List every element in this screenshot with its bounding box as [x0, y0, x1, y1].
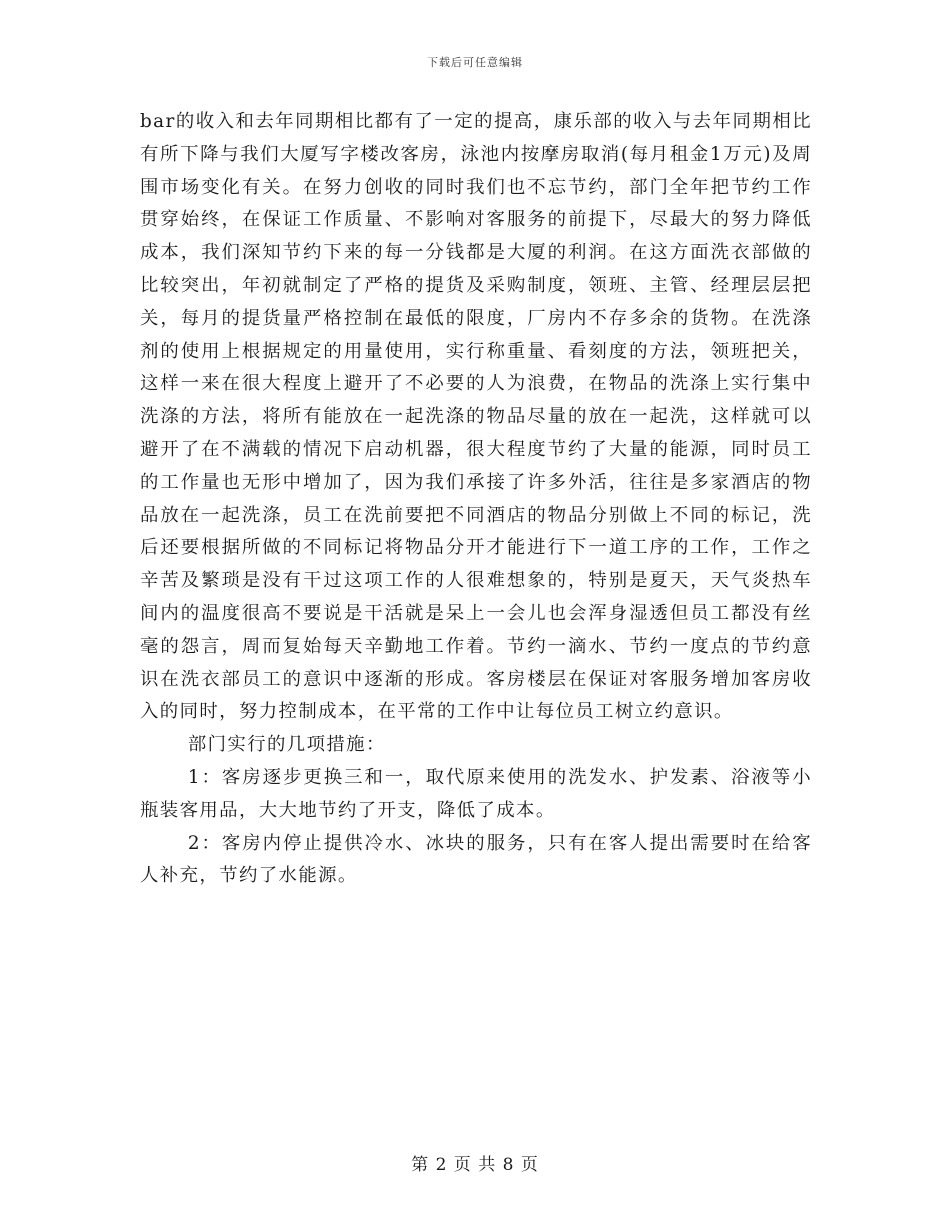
document-body	[140, 106, 812, 893]
body-paragraph-1: bar的收入和去年同期相比都有了一定的提高，康乐部的收入与去年同期相比有所下降与我们大厦写字楼改客房，泳池内按摩房取消(每月租金1万元)及周围市场变化有关。在努力创收的同时我们也不忘节约，部门全年把节约工作贯穿始终，在保证工作质量、不影响对客服务的前提下，尽最大的努力降低成本，我们深知节约下来的每一分钱都是大厦的利润。在这方面洗衣部做的比较突出，年初就制定了严格的提货及采购制度，领班、主管、经理层层把关，每月的提货量严格控制在最低的限度，厂房内不存多余的货物。在洗涤剂的使用上根据规定的用量使用，实行称重量、看刻度的方法，领班把关，这样一来在很大程度上避开了不必要的人为浪费，在物品的洗涤上实行集中洗涤的方法，将所有能放在一起洗涤的物品尽量的放在一起洗，这样就可以避开了在不满载的情况下启动机器，很大程度节约了大量的能源，同时员工的工作量也无形中增加了，因为我们承接了许多外活，往往是多家酒店的物品放在一起洗涤，员工在洗前要把不同酒店的物品分别做上不同的标记，洗后还要根据所做的不同标记将物品分开才能进行下一道工序的工作，工作之辛苦及繁琐是没有干过这项工作的人很难想象的，特别是夏天，天气炎热车间内的温度很高不要说是干活就是呆上一会儿也会浑身湿透但员工都没有丝毫的怨言，周而复始每天辛勤地工作着。节约一滴水、节约一度点的节约意识在洗衣部员工的意识中逐渐的形成。客房楼层在保证对客服务增加客房收入的同时，努力控制成本，在平常的工作中让每位员工树立约意识。	[140, 111, 812, 723]
body-paragraph-3: 1：客房逐步更换三和一，取代原来使用的洗发水、护发素、浴液等小瓶装客用品，大大地节约了开支，降低了成本。	[140, 766, 812, 821]
page-header: 下载后可任意编辑	[427, 56, 523, 69]
page-number-footer: 第 2 页 共 8 页	[411, 1155, 539, 1175]
body-paragraph-2: 部门实行的几项措施：	[187, 734, 386, 756]
body-paragraph-4: 2：客房内停止提供冷水、冰块的服务，只有在客人提出需要时在给客人补充，节约了水能源。	[140, 832, 812, 887]
